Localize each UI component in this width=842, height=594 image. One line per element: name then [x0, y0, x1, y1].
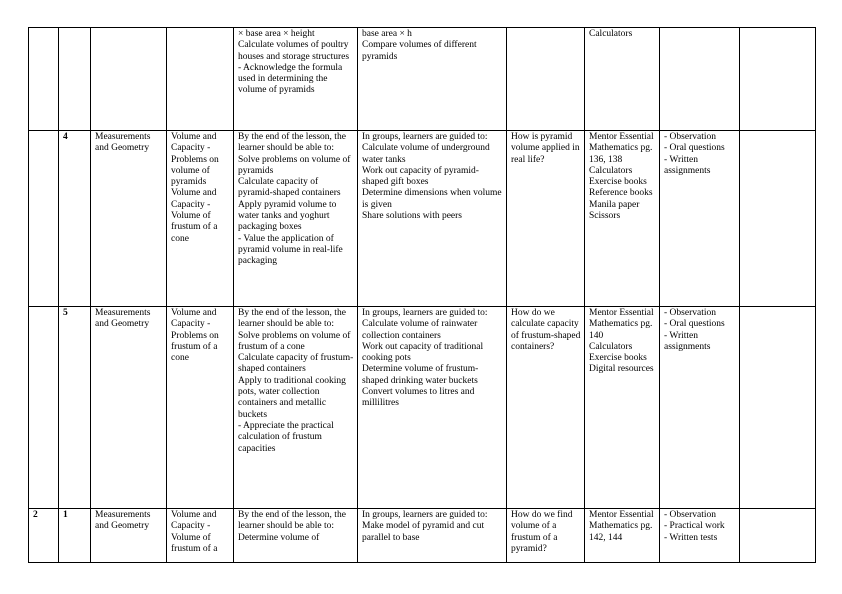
strand-cell [91, 131, 167, 307]
table-row [29, 28, 816, 131]
strand-cell [91, 28, 167, 131]
lesson-cell [59, 131, 91, 307]
resources-cell [585, 28, 660, 131]
assessment-cell [660, 509, 740, 563]
cell-text: Measurements and Geometry [95, 308, 151, 330]
cell-text: Measurements and Geometry [95, 510, 151, 532]
cell-line: By the end of the lesson, the learner should be able to: [238, 132, 346, 154]
learning-experiences-cell [358, 509, 507, 563]
cell-line: Scissors [589, 211, 621, 222]
cell-text: 4 [63, 132, 68, 142]
cell-text: How is pyramid volume applied in real life? [511, 132, 580, 165]
cell-line: Digital resources [589, 364, 654, 375]
cell-line: - Appreciate the practical calculation of frustum capacities [238, 420, 334, 454]
cell-text: 5 [63, 308, 68, 318]
cell-line: - Practical work [664, 521, 725, 532]
key-inquiry-cell [507, 509, 585, 563]
sub-strand-cell [167, 307, 234, 509]
strand-cell [91, 307, 167, 509]
resources-cell [585, 509, 660, 563]
cell-line: Determine volume of [238, 532, 320, 543]
learning-outcomes-cell [234, 131, 358, 307]
table-body [29, 28, 816, 563]
cell-line: - Observation [664, 308, 716, 318]
cell-line: - Observation [664, 510, 716, 520]
cell-line: Convert volumes to litres and millilitres [362, 387, 475, 409]
cell-line: Calculate volume of rainwater collection containers [362, 319, 478, 341]
cell-line: - Acknowledge the formula used in determining the volume of pyramids [238, 62, 343, 96]
key-inquiry-cell [507, 131, 585, 307]
cell-line: Make model of pyramid and cut parallel to base [362, 521, 485, 543]
resources-cell [585, 307, 660, 509]
cell-line: Exercise books [589, 353, 647, 364]
cell-line: Calculate capacity of pyramid-shaped containers [238, 177, 341, 199]
scheme-of-work-table [28, 27, 816, 563]
cell-line: Work out capacity of traditional cooking pots [362, 341, 484, 364]
learning-experiences-cell [358, 28, 507, 131]
cell-line: Calculators [589, 29, 633, 39]
cell-line: In groups, learners are guided to: [362, 510, 488, 520]
cell-line: Compare volumes of different pyramids [362, 40, 477, 62]
cell-line: - Value the application of pyramid volume in real-life packaging [238, 233, 343, 267]
table-row [29, 509, 816, 563]
cell-line: × base area × height [238, 29, 315, 39]
learning-experiences-cell [358, 307, 507, 509]
cell-line: Calculators [589, 165, 633, 176]
cell-line: Exercise books [589, 177, 647, 188]
cell-line: Share solutions with peers [362, 211, 463, 222]
lesson-cell [59, 307, 91, 509]
cell-line: Calculate volume of underground water tanks [362, 143, 490, 165]
cell-line: Apply pyramid volume to water tanks and yoghurt packaging boxes [238, 199, 337, 233]
cell-line: By the end of the lesson, the learner should be able to: [238, 308, 346, 330]
cell-text: Volume and Capacity - Problems on volume of pyramids Volume and Capacity - Volume of frustum of a cone [171, 132, 219, 244]
cell-line: Calculate capacity of frustum-shaped containers [238, 353, 354, 375]
lesson-cell [59, 28, 91, 131]
key-inquiry-cell [507, 307, 585, 509]
learning-outcomes-cell [234, 28, 358, 131]
cell-line: Calculators [589, 341, 633, 352]
week-cell [29, 131, 59, 307]
cell-text: Measurements and Geometry [95, 132, 151, 154]
week-cell [29, 307, 59, 509]
cell-line: Mentor Essential Mathematics pg. 142, 144 [589, 510, 654, 543]
sub-strand-cell [167, 509, 234, 563]
cell-line: Reference books [589, 188, 653, 199]
cell-line: - Oral questions [664, 319, 725, 330]
cell-line: Determine volume of frustum-shaped drinking water buckets [362, 364, 479, 386]
cell-text: How do we calculate capacity of frustum-shaped containers? [511, 308, 581, 352]
cell-line: In groups, learners are guided to: [362, 132, 488, 142]
cell-line: Apply to traditional cooking pots, water collection containers and metallic buckets [238, 375, 346, 420]
assessment-cell [660, 131, 740, 307]
cell-line: Solve problems on volume of pyramids [238, 154, 351, 176]
strand-cell [91, 509, 167, 563]
cell-line: Calculate volumes of poultry houses and storage structures [238, 40, 350, 62]
week-cell [29, 28, 59, 131]
cell-line: - Oral questions [664, 143, 725, 154]
resources-cell [585, 131, 660, 307]
cell-line: - Observation [664, 132, 716, 142]
lesson-cell [59, 509, 91, 563]
remarks-cell [740, 28, 816, 131]
cell-text: Volume and Capacity - Volume of frustum of a [171, 510, 218, 554]
assessment-cell [660, 307, 740, 509]
learning-experiences-cell [358, 131, 507, 307]
learning-outcomes-cell [234, 509, 358, 563]
remarks-cell [740, 131, 816, 307]
remarks-cell [740, 509, 816, 563]
cell-line: Work out capacity of pyramid-shaped gift boxes [362, 165, 479, 188]
assessment-cell [660, 28, 740, 131]
table-row [29, 307, 816, 509]
cell-line: base area × h [362, 29, 412, 39]
key-inquiry-cell [507, 28, 585, 131]
cell-line: Determine dimensions when volume is given [362, 188, 502, 210]
cell-line: By the end of the lesson, the learner should be able to: [238, 510, 346, 532]
cell-text: 1 [63, 510, 68, 520]
sub-strand-cell [167, 28, 234, 131]
cell-text: Volume and Capacity - Problems on frustum of a cone [171, 308, 219, 364]
cell-line: - Written assignments [664, 154, 711, 176]
sub-strand-cell [167, 131, 234, 307]
cell-line: Mentor Essential Mathematics pg. 140 [589, 308, 654, 341]
cell-line: Manila paper [589, 199, 640, 210]
cell-text: 2 [33, 510, 38, 520]
cell-line: - Written tests [664, 532, 718, 543]
cell-line: In groups, learners are guided to: [362, 308, 488, 318]
table-row [29, 131, 816, 307]
week-cell [29, 509, 59, 563]
cell-line: Solve problems on volume of frustum of a cone [238, 330, 351, 352]
learning-outcomes-cell [234, 307, 358, 509]
remarks-cell [740, 307, 816, 509]
cell-line: - Written assignments [664, 330, 711, 352]
cell-text: How do we find volume of a frustum of a pyramid? [511, 510, 573, 554]
cell-line: Mentor Essential Mathematics pg. 136, 138 [589, 132, 654, 165]
